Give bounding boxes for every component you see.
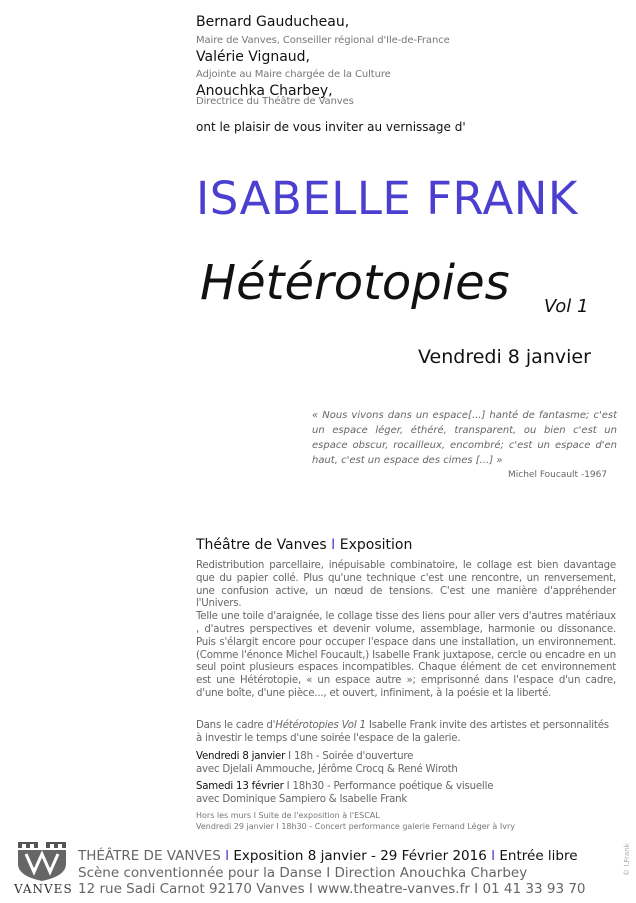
program-event-1 xyxy=(196,751,616,776)
footer-line-3: 12 rue Sadi Carnot 92170 Vanves I www.theatre-vanves.fr I 01 41 33 93 70 xyxy=(78,881,586,897)
program-intro-title: Hétérotopies Vol 1 xyxy=(275,720,366,731)
section-label: Exposition xyxy=(339,537,413,553)
description-paragraph-2: Telle une toile d'araignée, le collage tisse des liens pour aller vers d'autres matériaux , d'autres perspectives et devenir volume, assemblage, harmonie ou dissonance. Puis s'élargit encore pour occuper l'espace dans une installation, un environnement. (Comme l'énonce Michel Foucault,) Isabelle Frank juxtapose, cercle ou encadre en un seul point plusieurs espaces incompatibles. Chaque élément de cet environnement est une Hétérotopie, « un espace autre »; emprisonné dans l'espace d'un cadre, d'une boîte, d'une pièce..., et ouvert, infiniment, à la poésie et la liberté. xyxy=(196,611,616,699)
vernissage-date: Vendredi 8 janvier xyxy=(418,346,591,368)
host-role-3: Directrice du Théâtre de Vanves xyxy=(196,96,354,107)
event-1-sep: I xyxy=(288,751,291,762)
description-paragraph-1: Redistribution parcellaire, inépuisable combinatoire, le collage est bien davantage que du papier collé. Plus qu'une technique c'est une rencontre, un renversement, une confusion active, un nœud de tensions. C'est une manière d'appréhender l'Univers. xyxy=(196,560,616,610)
quote-author: Michel Foucault -1967 xyxy=(508,470,608,480)
event-1-date: Vendredi 8 janvier xyxy=(196,751,286,762)
foucault-quote: « Nous vivons dans un espace[...] hanté de fantasme; c'est un espace léger, éthéré, transparent, ou bien c'est un espace obscur, rocailleux, encombré; c'est un espace d'en haut, c'est un espace des cimes [...] » xyxy=(312,410,617,466)
exhibition-description xyxy=(196,560,616,701)
hors-les-murs: Hors les murs I Suite de l'exposition à l'ESCAL xyxy=(196,811,380,820)
event-2-detail: 18h30 - Performance poétique & visuelle xyxy=(289,781,494,792)
footer-venue: THÉÂTRE DE VANVES xyxy=(78,848,221,864)
footer-entry: Entrée libre xyxy=(499,848,578,864)
event-2-date: Samedi 13 février xyxy=(196,781,284,792)
event-2-guests: avec Dominique Sampiero & Isabelle Frank xyxy=(196,793,408,805)
photo-credit: © I.Frank xyxy=(623,843,631,876)
exhibition-title: Hétérotopies xyxy=(200,255,510,311)
section-separator: I xyxy=(331,537,336,553)
host-role-2: Adjointe au Maire chargée de la Culture xyxy=(196,69,391,80)
host-name-3: Anouchka Charbey, xyxy=(196,83,333,99)
program-intro-before: Dans le cadre d' xyxy=(196,720,276,731)
event-1-guests: avec Djelali Ammouche, Jérôme Crocq & René Wiroth xyxy=(196,763,458,775)
footer-sep-2: I xyxy=(491,848,496,864)
hors-les-murs-detail: Vendredi 29 janvier I 18h30 - Concert performance galerie Fernand Léger à Ivry xyxy=(196,822,515,831)
host-name-2: Valérie Vignaud, xyxy=(196,49,310,65)
footer-line-2: Scène conventionnée pour la Danse I Direction Anouchka Charbey xyxy=(78,865,528,881)
footer-sep-1: I xyxy=(225,848,230,864)
host-role-1: Maire de Vanves, Conseiller régional d'Ile-de-France xyxy=(196,35,450,46)
theatre-logo xyxy=(12,838,72,898)
program-event-2 xyxy=(196,781,616,806)
artist-name: ISABELLE FRANK xyxy=(196,172,578,225)
crest-icon xyxy=(12,838,72,882)
logo-text: VANVES xyxy=(14,882,73,896)
program-intro-after: Isabelle Frank invite des artistes et personnalités à investir le temps d'une soirée l'espace de la galerie. xyxy=(196,720,609,744)
host-name-1: Bernard Gauducheau, xyxy=(196,14,350,30)
section-venue: Théâtre de Vanves xyxy=(196,537,327,553)
section-heading xyxy=(196,537,412,553)
program-intro xyxy=(196,720,616,745)
event-2-sep: I xyxy=(286,781,290,792)
invite-line: ont le plaisir de vous inviter au vernissage d' xyxy=(196,120,466,134)
footer-line-1 xyxy=(78,848,578,864)
event-1-detail: 18h - Soirée d'ouverture xyxy=(290,751,414,762)
footer-dates: Exposition 8 janvier - 29 Février 2016 xyxy=(233,848,487,864)
exhibition-vol: Vol 1 xyxy=(544,296,589,317)
